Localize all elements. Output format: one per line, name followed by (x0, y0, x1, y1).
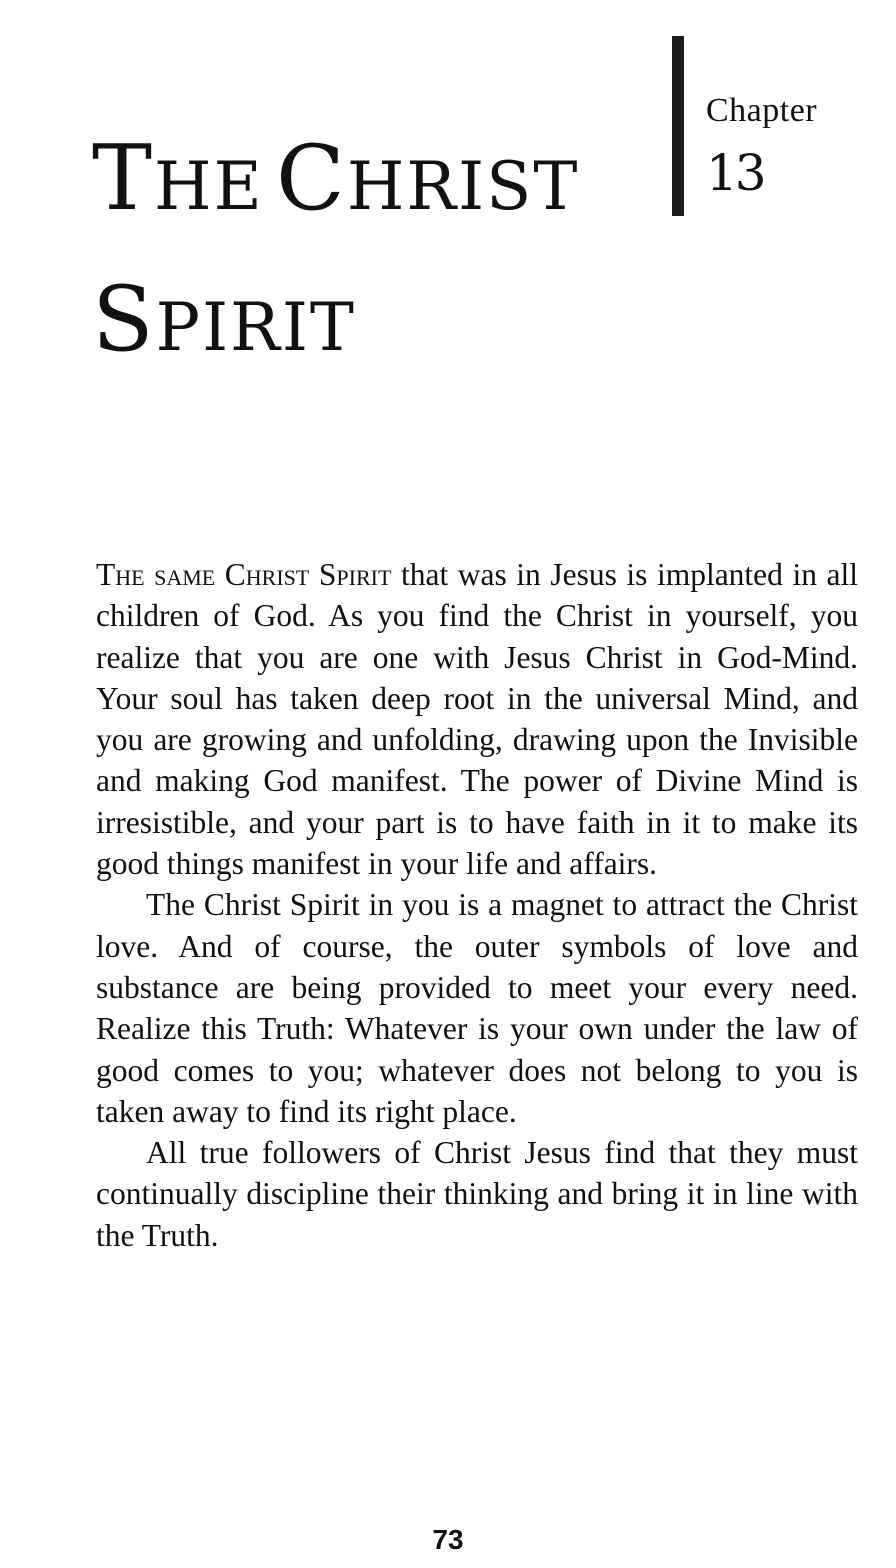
paragraph: All true followers of Christ Jesus find that they must continually discipline their thinking and bring it in line with the Truth. (96, 1135, 858, 1253)
chapter-body (96, 554, 858, 1256)
chapter-label: Chapter (706, 92, 818, 129)
paragraph: The Christ Spirit in you is a magnet to attract the Christ love. And of course, the outer symbols of love and substance are being provided to meet your every need. Realize this Truth: Whatever is your own under the law of good comes to you; whatever does not belong to you is taken away to find its right place. (96, 887, 858, 1129)
paragraph (96, 554, 858, 884)
paragraph-lead-in: The same Christ Spirit (96, 557, 392, 592)
chapter-divider-bar (672, 36, 684, 216)
page-number: 73 (432, 1524, 464, 1555)
chapter-title (92, 118, 612, 400)
chapter-title-line-2: SPIRIT (92, 267, 356, 372)
paragraph-text: that was in Jesus is implanted in all children of God. As you find the Christ in yourself, you realize that you are one with Jesus Christ in God-Mind. Your soul has taken deep root in the universal Mind, and you are growing and unfolding, drawing upon the Invisible and making God manifest. The power of Divine Mind is irresistible, and your part is to have faith in it to make its good things manifest in your life and affairs. (96, 557, 858, 882)
chapter-title-line-1: THE CHRIST (92, 126, 580, 231)
chapter-number: 13 (706, 144, 764, 202)
